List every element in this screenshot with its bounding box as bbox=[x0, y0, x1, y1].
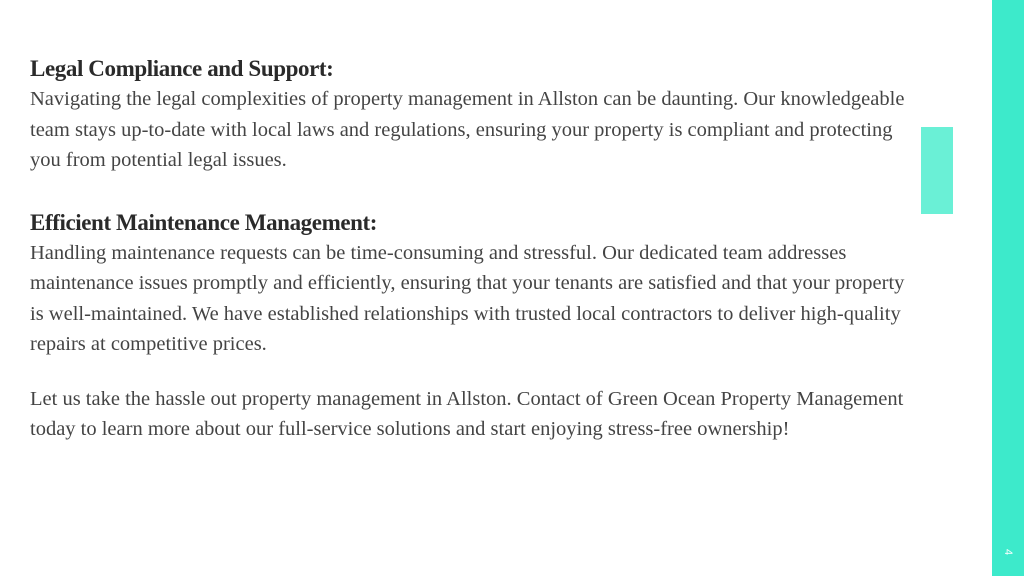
slide-content bbox=[30, 54, 910, 445]
closing-paragraph: Let us take the hassle out property management in Allston. Contact of Green Ocean Property Management today to learn more about our full-service solutions and start enjoying stress-free ownership! bbox=[30, 387, 904, 440]
section-heading: Legal Compliance and Support: bbox=[30, 56, 334, 81]
section-body: Handling maintenance requests can be time-consuming and stressful. Our dedicated team addresses maintenance issues promptly and efficiently, ensuring that your tenants are satisfied and that your property is well-maintained. We have established relationships with trusted local contractors to deliver high-quality repairs at competitive prices. bbox=[30, 241, 905, 355]
section-body: Navigating the legal complexities of property management in Allston can be daunting. Our knowledgeable team stays up-to-date with local laws and regulations, ensuring your property is compliant and protecting you from potential legal issues. bbox=[30, 88, 905, 171]
section-legal-compliance bbox=[30, 54, 910, 176]
accent-bar bbox=[921, 127, 953, 214]
section-maintenance bbox=[30, 208, 910, 360]
slide-number: 4 bbox=[1002, 548, 1014, 556]
right-color-band bbox=[992, 0, 1024, 576]
section-heading: Efficient Maintenance Management: bbox=[30, 209, 378, 235]
